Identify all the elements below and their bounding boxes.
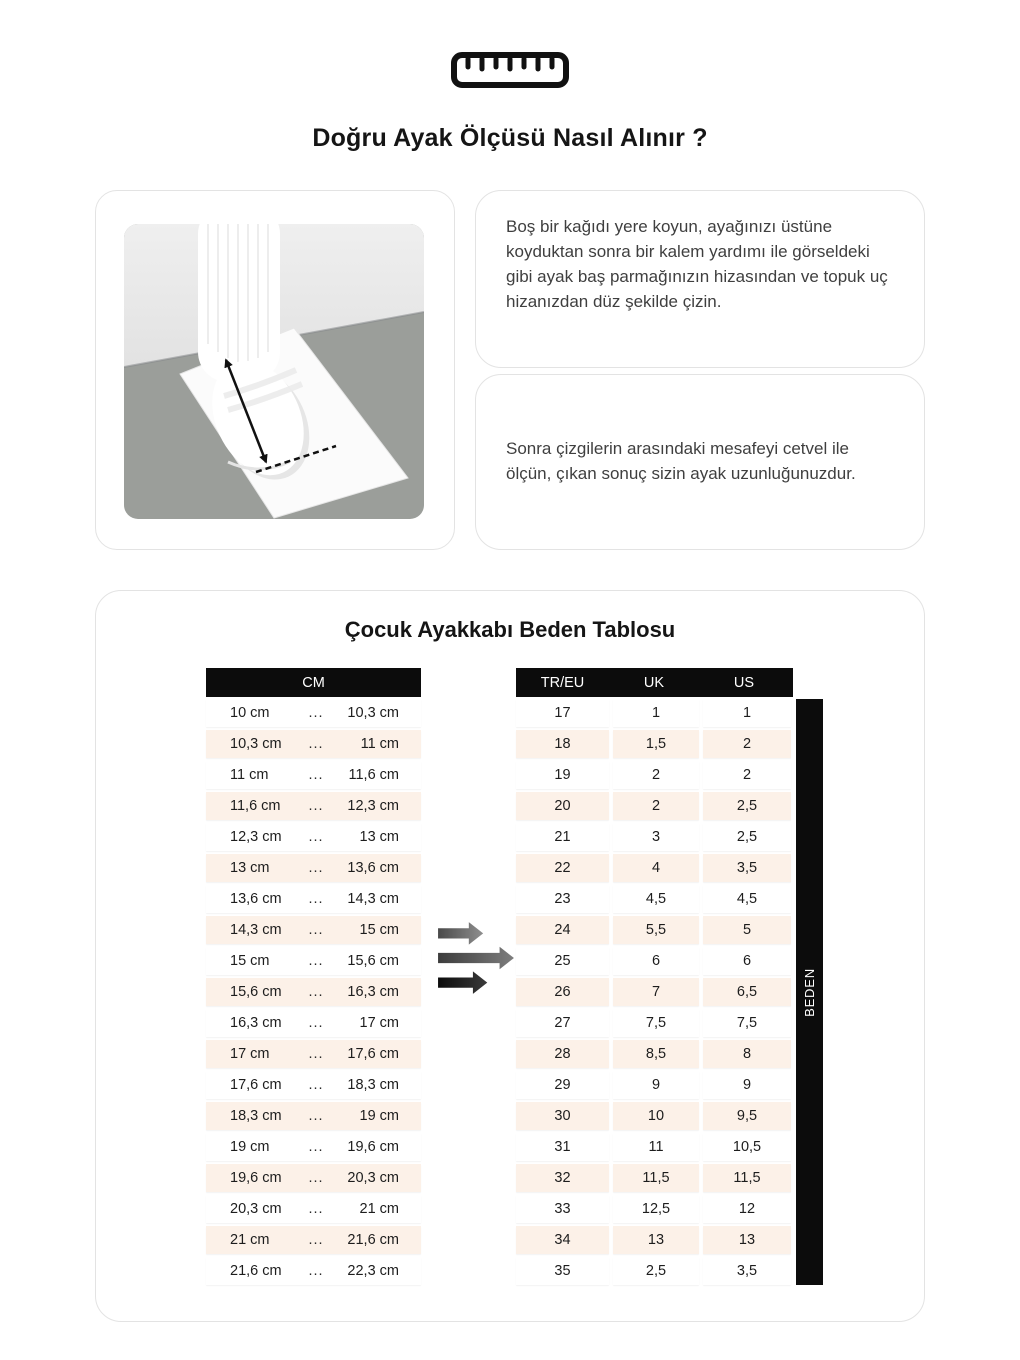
cm-range-row: [206, 761, 421, 789]
cm-max-value: 16,3 cm: [347, 984, 399, 1000]
cm-min-value: 20,3 cm: [230, 1201, 282, 1217]
cm-max-value: 15 cm: [359, 922, 399, 938]
tr-eu-size: 19: [516, 761, 609, 789]
uk-size: 6: [613, 947, 699, 975]
size-row: [516, 1102, 793, 1130]
tr-eu-size: 20: [516, 792, 609, 820]
cm-min-value: 10,3 cm: [230, 736, 282, 752]
ruler-icon: [0, 50, 1020, 90]
cm-max-value: 20,3 cm: [347, 1170, 399, 1186]
size-row: [516, 1195, 793, 1223]
cm-max-value: 17,6 cm: [347, 1046, 399, 1062]
size-row: [516, 792, 793, 820]
uk-size: 7: [613, 978, 699, 1006]
uk-size: 11,5: [613, 1164, 699, 1192]
instruction-step-2: Sonra çizgilerin arasındaki mesafeyi cetvel ile ölçün, çıkan sonuç sizin ayak uzunluğunuzdur.: [506, 439, 856, 483]
us-size: 10,5: [703, 1133, 791, 1161]
us-size: 7,5: [703, 1009, 791, 1037]
uk-size: 2: [613, 761, 699, 789]
tr-eu-size: 28: [516, 1040, 609, 1068]
cm-table-rows: [206, 699, 421, 1285]
us-size: 8: [703, 1040, 791, 1068]
size-table-header: [516, 668, 793, 697]
uk-size: 12,5: [613, 1195, 699, 1223]
tr-eu-size: 18: [516, 730, 609, 758]
size-table-card: [95, 590, 925, 1322]
uk-size: 2,5: [613, 1257, 699, 1285]
us-size: 3,5: [703, 854, 791, 882]
cm-min-value: 21,6 cm: [230, 1263, 282, 1279]
instruction-step-1: Boş bir kağıdı yere koyun, ayağınızı üstüne koyduktan sonra bir kalem yardımı ile görseldeki gibi ayak baş parmağınızın hizasından ve topuk uç hizanızdan düz şekilde çizin.: [506, 217, 888, 311]
measure-photo-card: [95, 190, 455, 550]
cm-max-value: 19 cm: [359, 1108, 399, 1124]
tr-eu-size: 33: [516, 1195, 609, 1223]
us-size: 6,5: [703, 978, 791, 1006]
column-header-uk: UK: [643, 674, 665, 691]
us-size: 2,5: [703, 823, 791, 851]
instruction-box-2: [475, 374, 925, 550]
cm-range-row: [206, 978, 421, 1006]
cm-min-value: 11,6 cm: [230, 798, 281, 814]
range-separator: ...: [308, 891, 324, 907]
uk-size: 5,5: [613, 916, 699, 944]
range-separator: ...: [308, 1170, 324, 1186]
uk-size: 2: [613, 792, 699, 820]
us-size: 9,5: [703, 1102, 791, 1130]
cm-range-row: [206, 1195, 421, 1223]
us-size: 12: [703, 1195, 791, 1223]
range-separator: ...: [308, 1046, 324, 1062]
tr-eu-size: 24: [516, 916, 609, 944]
tr-eu-size: 29: [516, 1071, 609, 1099]
size-row: [516, 730, 793, 758]
cm-max-value: 21 cm: [359, 1201, 399, 1217]
cm-range-row: [206, 1071, 421, 1099]
tr-eu-size: 22: [516, 854, 609, 882]
range-separator: ...: [308, 922, 324, 938]
cm-range-row: [206, 916, 421, 944]
tr-eu-size: 35: [516, 1257, 609, 1285]
size-row: [516, 1164, 793, 1192]
size-row: [516, 699, 793, 727]
international-size-table: [516, 668, 793, 1288]
cm-min-value: 15 cm: [230, 953, 270, 969]
tr-eu-size: 17: [516, 699, 609, 727]
size-row: [516, 978, 793, 1006]
cm-range-row: [206, 1009, 421, 1037]
us-size: 9: [703, 1071, 791, 1099]
range-separator: ...: [308, 1139, 324, 1155]
cm-range-row: [206, 1164, 421, 1192]
uk-size: 10: [613, 1102, 699, 1130]
size-row: [516, 1040, 793, 1068]
range-separator: ...: [308, 1108, 324, 1124]
range-separator: ...: [308, 798, 324, 814]
cm-range-row: [206, 792, 421, 820]
cm-range-row: [206, 1102, 421, 1130]
uk-size: 3: [613, 823, 699, 851]
column-header-tr-eu: TR/EU: [540, 674, 585, 691]
cm-min-value: 19 cm: [230, 1139, 270, 1155]
us-size: 4,5: [703, 885, 791, 913]
cm-max-value: 15,6 cm: [347, 953, 399, 969]
us-size: 5: [703, 916, 791, 944]
foot-measurement-photo: [124, 224, 424, 519]
size-row: [516, 885, 793, 913]
cm-min-value: 17 cm: [230, 1046, 270, 1062]
cm-range-row: [206, 885, 421, 913]
size-row: [516, 916, 793, 944]
cm-max-value: 13 cm: [359, 829, 399, 845]
transfer-arrows-icon: [436, 921, 516, 995]
size-row: [516, 1257, 793, 1285]
range-separator: ...: [308, 984, 324, 1000]
us-size: 2,5: [703, 792, 791, 820]
cm-max-value: 14,3 cm: [347, 891, 399, 907]
cm-max-value: 19,6 cm: [347, 1139, 399, 1155]
cm-min-value: 17,6 cm: [230, 1077, 282, 1093]
cm-range-row: [206, 947, 421, 975]
range-separator: ...: [308, 705, 324, 721]
tr-eu-size: 23: [516, 885, 609, 913]
uk-size: 11: [613, 1133, 699, 1161]
range-separator: ...: [308, 1077, 324, 1093]
range-separator: ...: [308, 1263, 324, 1279]
cm-range-row: [206, 1040, 421, 1068]
range-separator: ...: [308, 829, 324, 845]
range-separator: ...: [308, 860, 324, 876]
size-row: [516, 1133, 793, 1161]
size-table-rows: [516, 699, 793, 1285]
size-row: [516, 1009, 793, 1037]
tr-eu-size: 27: [516, 1009, 609, 1037]
uk-size: 7,5: [613, 1009, 699, 1037]
column-header-us: US: [733, 674, 755, 691]
tr-eu-size: 30: [516, 1102, 609, 1130]
tr-eu-size: 26: [516, 978, 609, 1006]
cm-min-value: 15,6 cm: [230, 984, 282, 1000]
cm-min-value: 16,3 cm: [230, 1015, 282, 1031]
tr-eu-size: 21: [516, 823, 609, 851]
cm-range-row: [206, 854, 421, 882]
cm-range-row: [206, 1133, 421, 1161]
tr-eu-size: 25: [516, 947, 609, 975]
uk-size: 1,5: [613, 730, 699, 758]
cm-max-value: 11,6 cm: [348, 767, 399, 783]
size-row: [516, 947, 793, 975]
cm-min-value: 13,6 cm: [230, 891, 282, 907]
uk-size: 4: [613, 854, 699, 882]
size-row: [516, 1226, 793, 1254]
range-separator: ...: [308, 1015, 324, 1031]
us-size: 11,5: [703, 1164, 791, 1192]
cm-max-value: 18,3 cm: [347, 1077, 399, 1093]
tr-eu-size: 34: [516, 1226, 609, 1254]
size-row: [516, 761, 793, 789]
instruction-box-1: [475, 190, 925, 368]
cm-table-header: CM: [206, 668, 421, 697]
cm-table: [206, 668, 421, 1288]
uk-size: 4,5: [613, 885, 699, 913]
us-size: 6: [703, 947, 791, 975]
cm-min-value: 12,3 cm: [230, 829, 282, 845]
range-separator: ...: [308, 1201, 324, 1217]
cm-min-value: 21 cm: [230, 1232, 270, 1248]
cm-range-row: [206, 730, 421, 758]
cm-min-value: 11 cm: [230, 767, 269, 783]
range-separator: ...: [308, 767, 324, 783]
uk-size: 1: [613, 699, 699, 727]
cm-max-value: 12,3 cm: [347, 798, 399, 814]
cm-max-value: 11 cm: [360, 736, 399, 752]
uk-size: 13: [613, 1226, 699, 1254]
size-row: [516, 854, 793, 882]
us-size: 2: [703, 730, 791, 758]
range-separator: ...: [308, 953, 324, 969]
cm-min-value: 13 cm: [230, 860, 270, 876]
us-size: 2: [703, 761, 791, 789]
cm-min-value: 19,6 cm: [230, 1170, 282, 1186]
beden-side-bar: [796, 699, 823, 1285]
cm-max-value: 13,6 cm: [347, 860, 399, 876]
cm-max-value: 10,3 cm: [347, 705, 399, 721]
size-row: [516, 1071, 793, 1099]
beden-label: BEDEN: [802, 967, 818, 1017]
range-separator: ...: [308, 736, 324, 752]
cm-range-row: [206, 1226, 421, 1254]
size-table-title: Çocuk Ayakkabı Beden Tablosu: [344, 617, 676, 642]
cm-max-value: 21,6 cm: [347, 1232, 399, 1248]
cm-range-row: [206, 1257, 421, 1285]
cm-min-value: 14,3 cm: [230, 922, 282, 938]
us-size: 1: [703, 699, 791, 727]
tr-eu-size: 31: [516, 1133, 609, 1161]
cm-min-value: 10 cm: [230, 705, 270, 721]
cm-max-value: 22,3 cm: [347, 1263, 399, 1279]
us-size: 13: [703, 1226, 791, 1254]
range-separator: ...: [308, 1232, 324, 1248]
cm-range-row: [206, 699, 421, 727]
cm-min-value: 18,3 cm: [230, 1108, 282, 1124]
page-title: Doğru Ayak Ölçüsü Nasıl Alınır ?: [312, 124, 708, 152]
uk-size: 9: [613, 1071, 699, 1099]
us-size: 3,5: [703, 1257, 791, 1285]
cm-range-row: [206, 823, 421, 851]
cm-max-value: 17 cm: [359, 1015, 399, 1031]
size-row: [516, 823, 793, 851]
uk-size: 8,5: [613, 1040, 699, 1068]
tr-eu-size: 32: [516, 1164, 609, 1192]
